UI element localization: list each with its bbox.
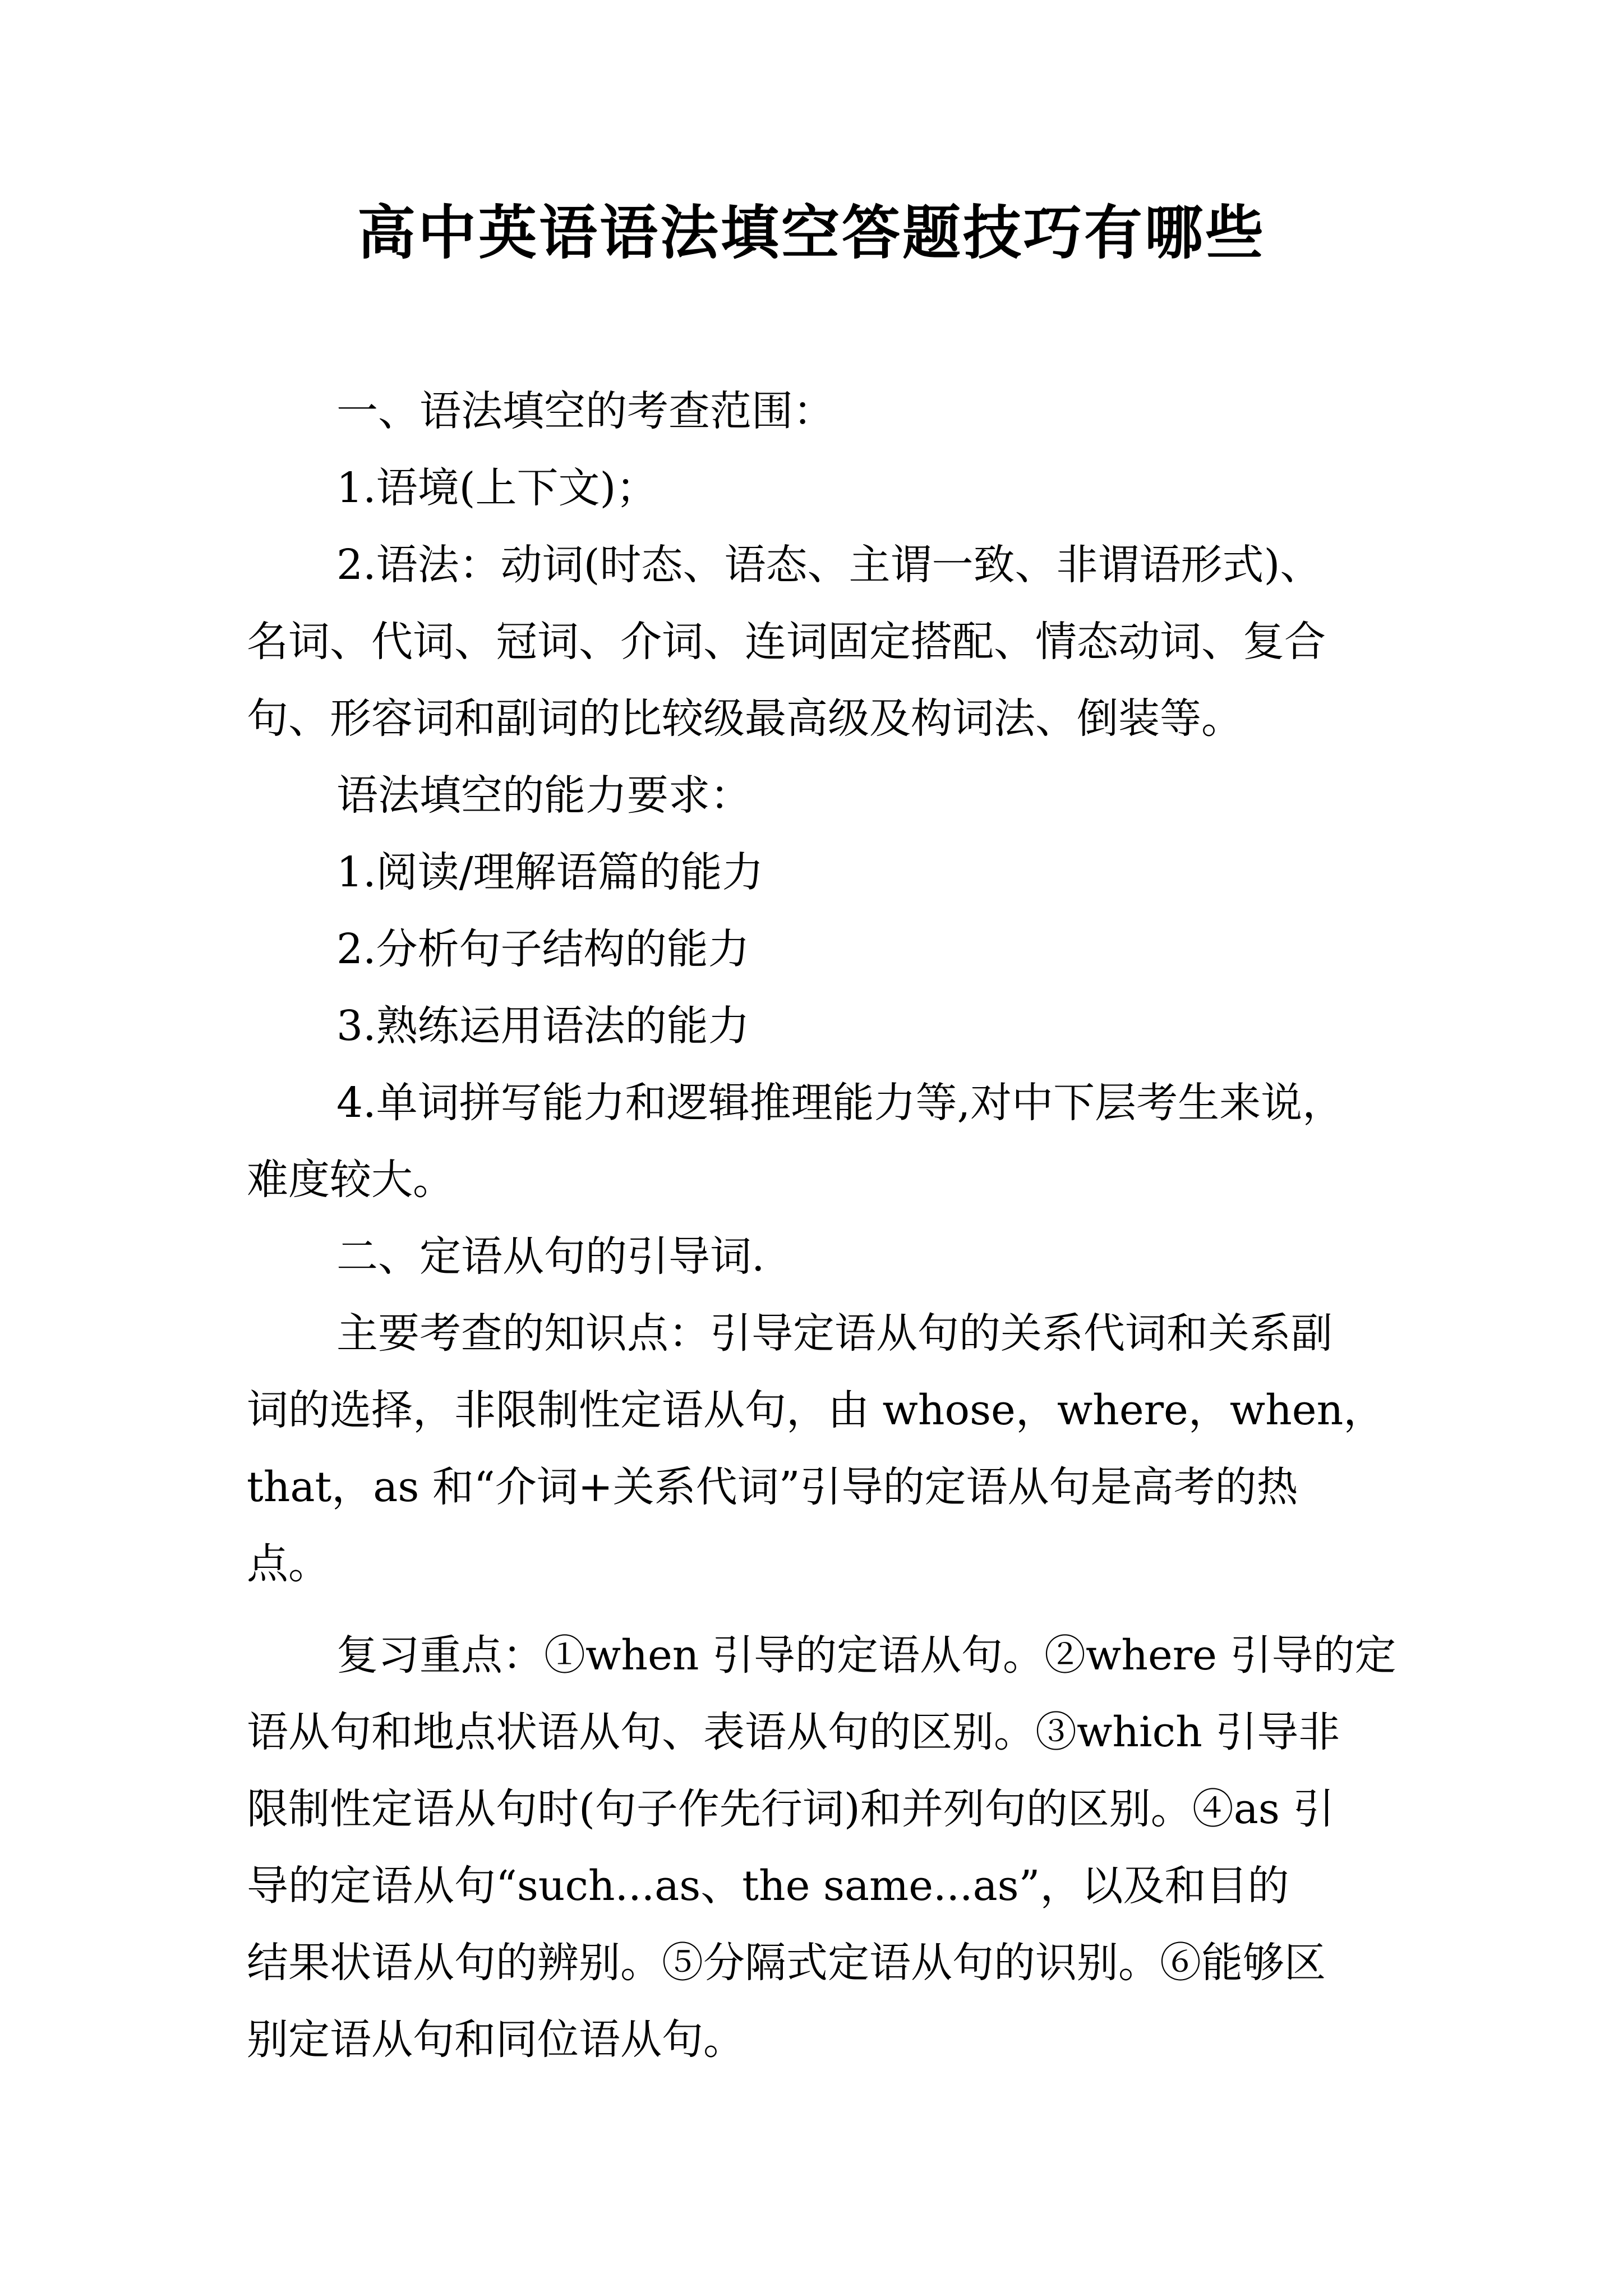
paragraph-line: 句、形容词和副词的比较级最高级及构词法、倒装等。	[247, 694, 1243, 743]
paragraph-line: 1.语境(上下文)；	[336, 464, 658, 512]
paragraph-line: 语从句和地点状语从句、表语从句的区别。③which 引导非	[247, 1708, 1340, 1756]
paragraph-line: 复习重点：①when 引导的定语从句。②where 引导的定	[336, 1631, 1396, 1680]
section-heading-scope: 一、语法填空的考查范围：	[336, 387, 834, 435]
paragraph-line: 名词、代词、冠词、介词、连词固定搭配、情态动词、复合	[247, 618, 1326, 666]
paragraph-line: 点。	[247, 1540, 330, 1588]
paragraph-line: 词的选择，非限制性定语从句，由 whose，where，when，	[247, 1386, 1385, 1434]
paragraph-line: that，as 和“介词+关系代词”引导的定语从句是高考的热	[247, 1463, 1298, 1511]
paragraph-line: 导的定语从句“such...as、the same...as”，以及和目的	[247, 1862, 1289, 1910]
section-heading-relative-clause: 二、定语从句的引导词.	[336, 1232, 765, 1281]
paragraph-line: 2.分析句子结构的能力	[336, 925, 750, 973]
paragraph-line: 1.阅读/理解语篇的能力	[336, 848, 764, 896]
paragraph-gap	[247, 1603, 1402, 1617]
document-title: 高中英语语法填空答题技巧有哪些	[357, 199, 1266, 267]
paragraph-line: 语法填空的能力要求：	[336, 771, 751, 820]
paragraph-line: 3.熟练运用语法的能力	[336, 1002, 750, 1050]
document-body	[247, 373, 1402, 2078]
paragraph-line: 主要考查的知识点：引导定语从句的关系代词和关系副	[336, 1309, 1332, 1358]
paragraph-line: 2.语法：动词(时态、语态、主谓一致、非谓语形式)、	[336, 541, 1322, 589]
paragraph-line: 限制性定语从句时(句子作先行词)和并列句的区别。④as 引	[247, 1785, 1335, 1833]
paragraph-line: 4.单词拼写能力和逻辑推理能力等,对中下层考生来说，	[336, 1079, 1344, 1127]
paragraph-line: 难度较大。	[247, 1156, 454, 1204]
paragraph-line: 别定语从句和同位语从句。	[247, 2016, 745, 2064]
paragraph-line: 结果状语从句的辨别。⑤分隔式定语从句的识别。⑥能够区	[247, 1939, 1326, 1987]
